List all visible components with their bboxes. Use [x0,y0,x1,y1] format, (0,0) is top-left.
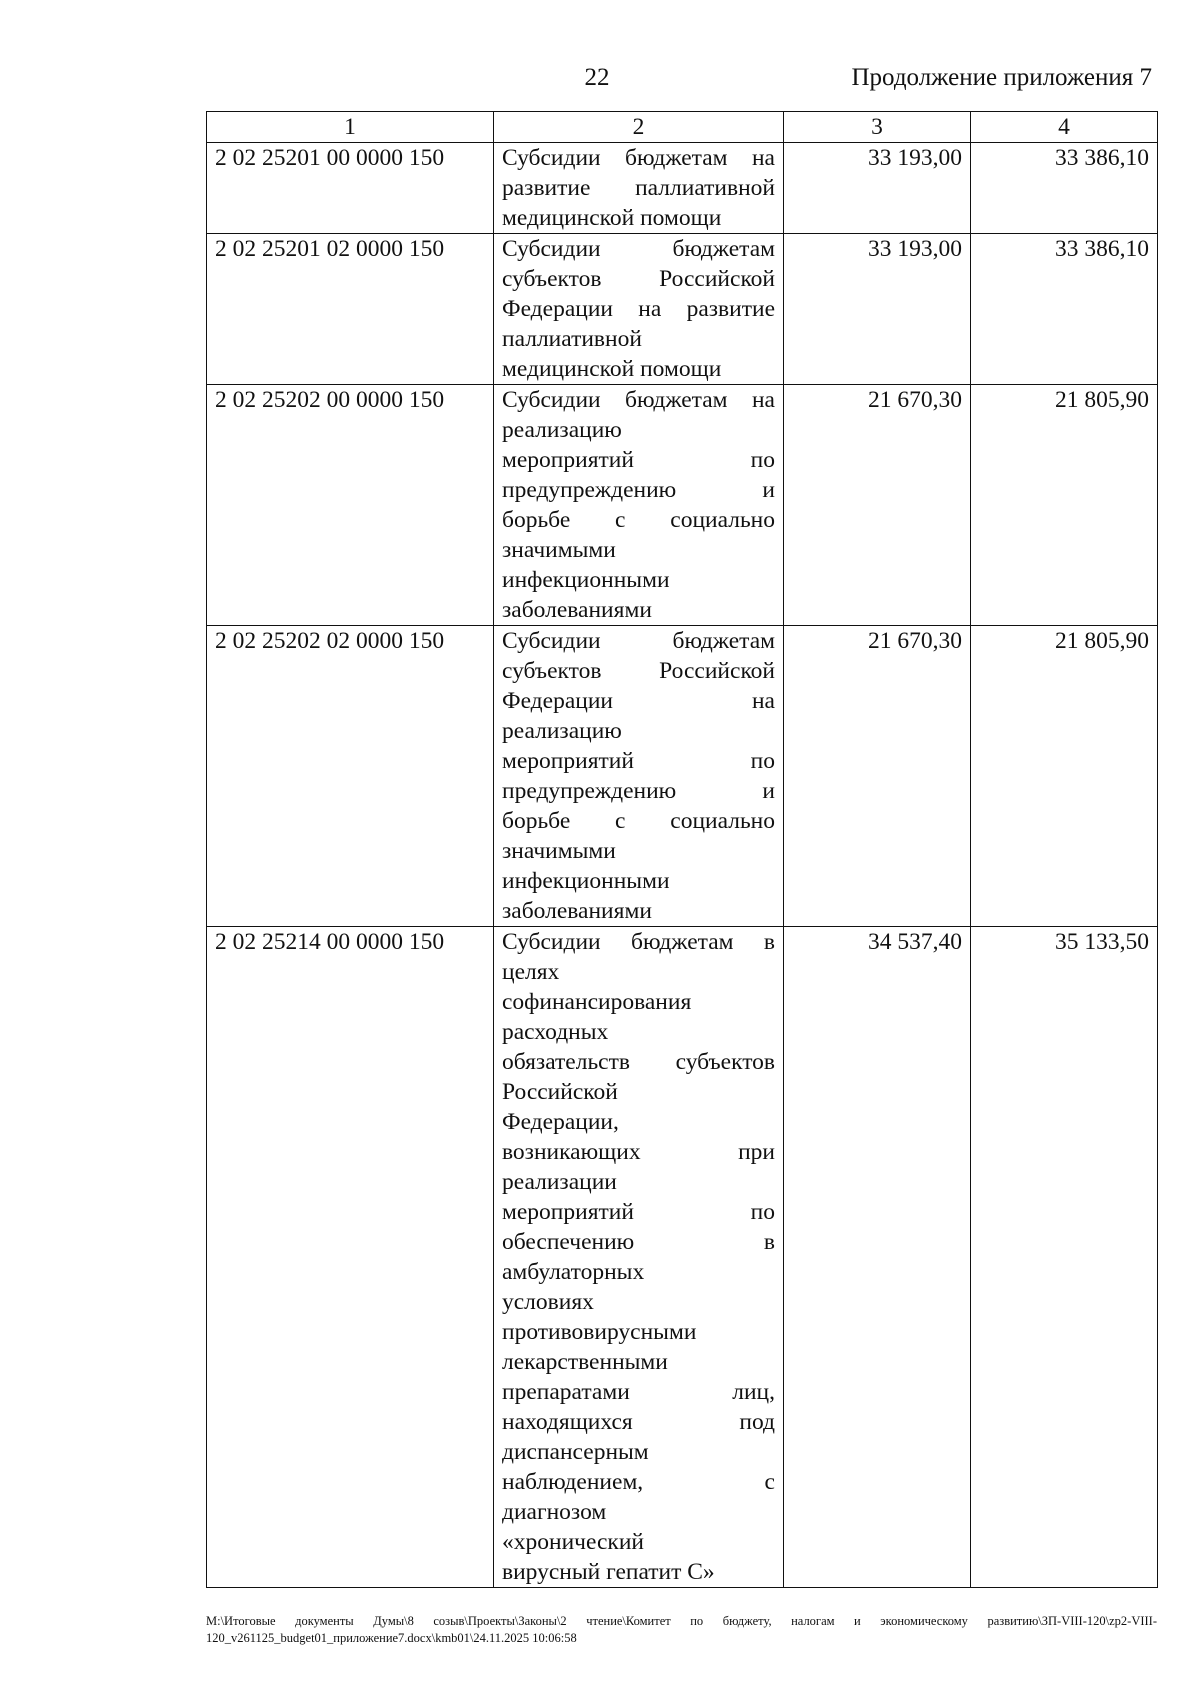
description-line: Федерации, [502,1109,619,1135]
description-line: диспансерным [502,1439,649,1465]
description-line: Субсидии бюджетам в [502,929,775,955]
table-row [207,143,1158,234]
budget-code-cell: 2 02 25214 00 0000 150 [207,927,494,1588]
table-row [207,385,1158,626]
table-body [207,143,1158,1588]
description-line: медицинской помощи [502,356,722,382]
description-line: заболеваниями [502,597,652,623]
description-line: субъектов Российской [502,658,775,684]
amount-col3-cell: 33 193,00 [784,143,971,234]
amount-col4-cell: 33 386,10 [971,234,1158,385]
description-line: реализацию [502,718,622,744]
amount-col3-cell: 21 670,30 [784,626,971,927]
description-line: диагнозом [502,1499,607,1525]
description-line: субъектов Российской [502,266,775,292]
description-line: развитие паллиативной [502,175,775,201]
description-line: медицинской помощи [502,205,722,231]
budget-code-cell: 2 02 25201 00 0000 150 [207,143,494,234]
description-line: предупреждению и [502,778,775,804]
amount-col4-cell: 35 133,50 [971,927,1158,1588]
description-line: обеспечению в [502,1229,775,1255]
budget-code-cell: 2 02 25202 00 0000 150 [207,385,494,626]
description-line: возникающих при [502,1139,775,1165]
amount-col3-cell: 33 193,00 [784,234,971,385]
file-path-footer: M:\Итоговые документы Думы\8 созыв\Проекты\Законы\2 чтение\Комитет по бюджету, налогам и экономическому развитию\ЗП-VIII-120\zp2-VIII-120_v261125_budget01_приложение7.docx\kmb01\24.11.2025 10:06:58 [206,1614,1157,1645]
amount-col4-cell: 21 805,90 [971,385,1158,626]
budget-code-cell: 2 02 25201 02 0000 150 [207,234,494,385]
description-line: предупреждению и [502,477,775,503]
description-line: Субсидии бюджетам на [502,387,775,413]
description-line: инфекционными [502,868,670,894]
description-line: реализации [502,1169,617,1195]
description-cell [494,385,784,626]
page-number: 22 [584,64,610,91]
table-row [207,626,1158,927]
description-line: борьбе с социально [502,507,775,533]
budget-code-cell: 2 02 25202 02 0000 150 [207,626,494,927]
description-line: мероприятий по [502,1199,775,1225]
column-header-2: 2 [494,112,784,143]
description-line: заболеваниями [502,898,652,924]
description-line: значимыми [502,838,616,864]
description-line: расходных [502,1019,609,1045]
description-cell [494,927,784,1588]
description-line: наблюдением, с [502,1469,775,1495]
description-line: реализацию [502,417,622,443]
description-line: условиях [502,1289,594,1315]
description-line: препаратами лиц, [502,1379,775,1405]
description-line: борьбе с социально [502,808,775,834]
description-line: Субсидии бюджетам на [502,145,775,171]
description-line: Федерации на развитие [502,296,775,322]
table-header-row [207,112,1158,143]
description-line: мероприятий по [502,447,775,473]
description-line: мероприятий по [502,748,775,774]
description-line: обязательств субъектов [502,1049,775,1075]
description-line: находящихся под [502,1409,775,1435]
amount-col4-cell: 21 805,90 [971,626,1158,927]
description-line: целях [502,959,560,985]
description-cell [494,143,784,234]
description-line: лекарственными [502,1349,668,1375]
table-row [207,927,1158,1588]
budget-table [206,111,1158,1588]
description-line: Субсидии бюджетам [502,628,775,654]
continuation-caption: Продолжение приложения 7 [851,64,1152,91]
description-line: Субсидии бюджетам [502,236,775,262]
description-line: Российской [502,1079,618,1105]
amount-col3-cell: 34 537,40 [784,927,971,1588]
amount-col3-cell: 21 670,30 [784,385,971,626]
column-header-4: 4 [971,112,1158,143]
amount-col4-cell: 33 386,10 [971,143,1158,234]
description-line: паллиативной [502,326,642,352]
description-cell [494,234,784,385]
description-line: амбулаторных [502,1259,645,1285]
column-header-1: 1 [207,112,494,143]
description-line: софинансирования [502,989,692,1015]
description-line: инфекционными [502,567,670,593]
description-line: вирусный гепатит С» [502,1559,715,1585]
column-header-3: 3 [784,112,971,143]
description-line: значимыми [502,537,616,563]
description-line: Федерации на [502,688,775,714]
description-cell [494,626,784,927]
description-line: «хронический [502,1529,644,1555]
table-row [207,234,1158,385]
description-line: противовирусными [502,1319,697,1345]
